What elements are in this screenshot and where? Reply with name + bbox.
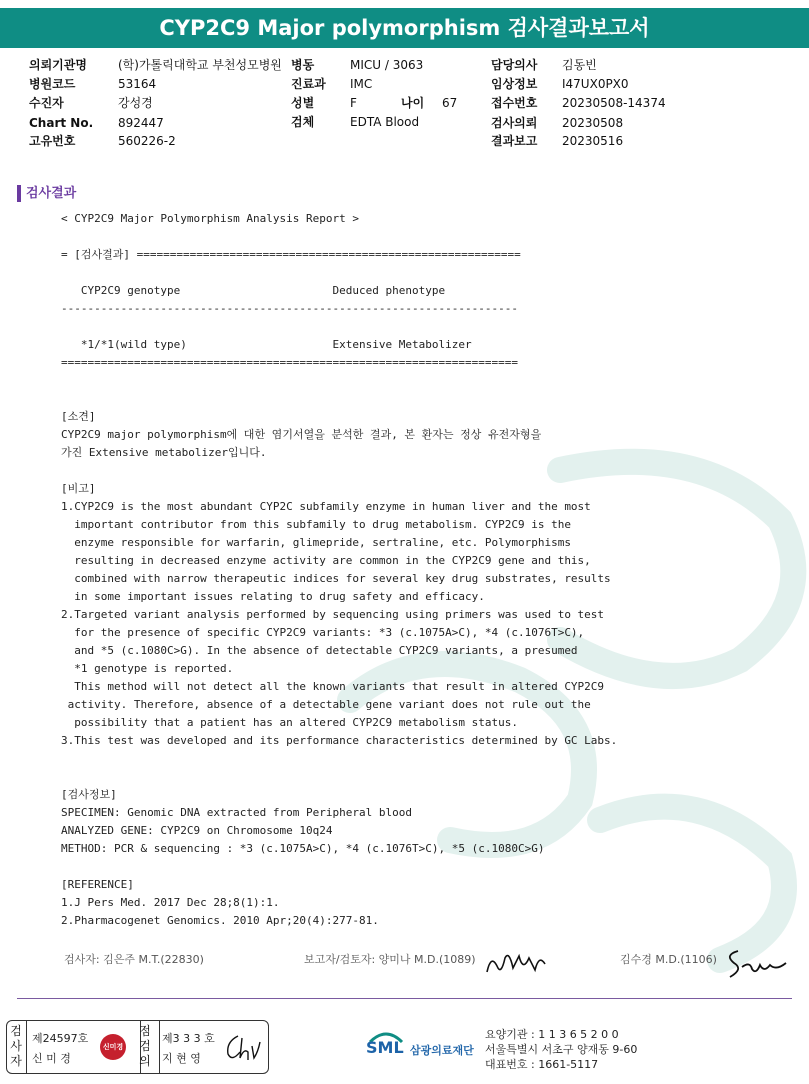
info-value: 김동빈 [562,58,597,72]
info-label: 임상정보 [491,77,538,91]
info-label: Chart No. [29,116,94,130]
info-label: 병동 [291,58,315,72]
info-label: 접수번호 [491,96,538,110]
info-value: MICU / 3063 [350,58,424,72]
stamp-left-label: 검사자 [10,1024,22,1068]
footer-org-name: 삼광의료재단 [410,1044,474,1057]
doctor-signature-text: 김수경 M.D.(1106) [620,953,717,966]
info-label: 수진자 [29,96,64,110]
report-body: < CYP2C9 Major Polymorphism Analysis Report > = [검사결과] ========================================================== CYP2C9 genotype Deduced phenotype --------------------------------------------------------------------- *1/*1(wild type) Extensive Metabolizer ===================================================================== [소견] CYP2C9 major polymorphism에 대한 염기서열을 분석한 결과, 본 환자는 정상 유전자형을 가진 Extensive metabolizer입니다. [비고] 1.CYP2C9 is the most abundant CYP2C subfamily enzyme in human liver and the most important contributor from this subfamily to drug metabolism. CYP2C9 is the enzyme responsible for warfarin, glimepride, sertraline, etc. Polymorphisms resulting in decreased enzyme activity are common in the CYP2C9 gene and this, combined with narrow therapeutic indices for several key drug substrates, results in some important issues relating to drug safety and efficacy. 2.Targeted variant analysis performed by sequencing using primers was used to test for the presence of specific CYP2C9 variants: *3 (c.1075A>C), *4 (c.1076T>C), and *5 (c.1080C>G). In the absence of detectable CYP2C9 variants, a presumed *1 genotype is reported. This method will not detect all the known variants that result in altered CYP2C9 activity. Therefore, absence of a detectable gene variant does not rule out the possibility that a patient has an altered CYP2C9 metabolism status. 3.This test was developed and its performance characteristics determined by GC Labs. [검사정보] SPECIMEN: Genomic DNA extracted from Peripheral blood ANALYZED GENE: CYP2C9 on Chromosome 10q24 METHOD: PCR & sequencing : *3 (c.1075A>C), *4 (c.1076T>C), *5 (c.1080C>G) [REFERENCE] 1.J Pers Med. 2017 Dec 28;8(1):1. 2.Pharmacogenet Genomics. 2010 Apr;20(4):277-81. [61,212,618,927]
info-label: 성별 [291,96,315,110]
info-label: 결과보고 [491,134,538,148]
info-label: 의뢰기관명 [29,58,87,72]
footer-logo-text: SML [366,1038,404,1057]
info-value: (학)가톨릭대학교 부천성모병원 [118,58,282,72]
stamp-right-label: 점검의 [139,1024,151,1068]
info-value: EDTA Blood [350,115,420,129]
info-label: 병원코드 [29,77,76,91]
age-value: 67 [442,96,458,110]
info-value: 강성경 [118,96,153,110]
info-value: 892447 [118,116,164,130]
info-label: 고유번호 [29,134,76,148]
stamp-left-name: 신 미 경 [32,1052,71,1065]
info-label: 검체 [291,115,315,129]
stamp-left-number: 제24597호 [32,1032,89,1045]
info-value: 53164 [118,77,157,91]
age-label: 나이 [401,96,425,110]
info-label: 검사의뢰 [491,116,538,130]
info-value: 20230516 [562,134,624,148]
info-value: I47UX0PX0 [562,77,629,91]
section-title: 검사결과 [26,186,77,201]
reporter-signature-icon [483,948,549,978]
inspector-signature-icon [222,1030,262,1066]
footer-code: 요양기관 : 1 1 3 6 5 2 0 0 [485,1028,619,1041]
footer-address: 서울특별시 서초구 양재동 9-60 [485,1043,638,1056]
footer-divider [17,998,792,999]
footer-phone: 대표번호 : 1661-5117 [485,1058,599,1071]
stamp-right-name: 지 현 영 [162,1052,201,1065]
tester-signature-text: 검사자: 김은주 M.T.(22830) [64,953,204,966]
info-label: 진료과 [291,77,326,91]
report-title: CYP2C9 Major polymorphism 검사결과보고서 [0,8,809,48]
reporter-signature-text: 보고자/검토자: 양미나 M.D.(1089) [304,953,476,966]
info-value: 20230508 [562,116,624,130]
seal-icon: 신미경 [100,1034,126,1060]
info-value: IMC [350,77,373,91]
info-value: 560226-2 [118,134,176,148]
info-value: 20230508-14374 [562,96,666,110]
info-value: F [350,96,357,110]
section-accent-bar [17,185,21,202]
stamp-right-number: 제3 3 3 호 [162,1032,215,1045]
doctor-signature-icon [720,945,790,981]
info-label: 담당의사 [491,58,538,72]
